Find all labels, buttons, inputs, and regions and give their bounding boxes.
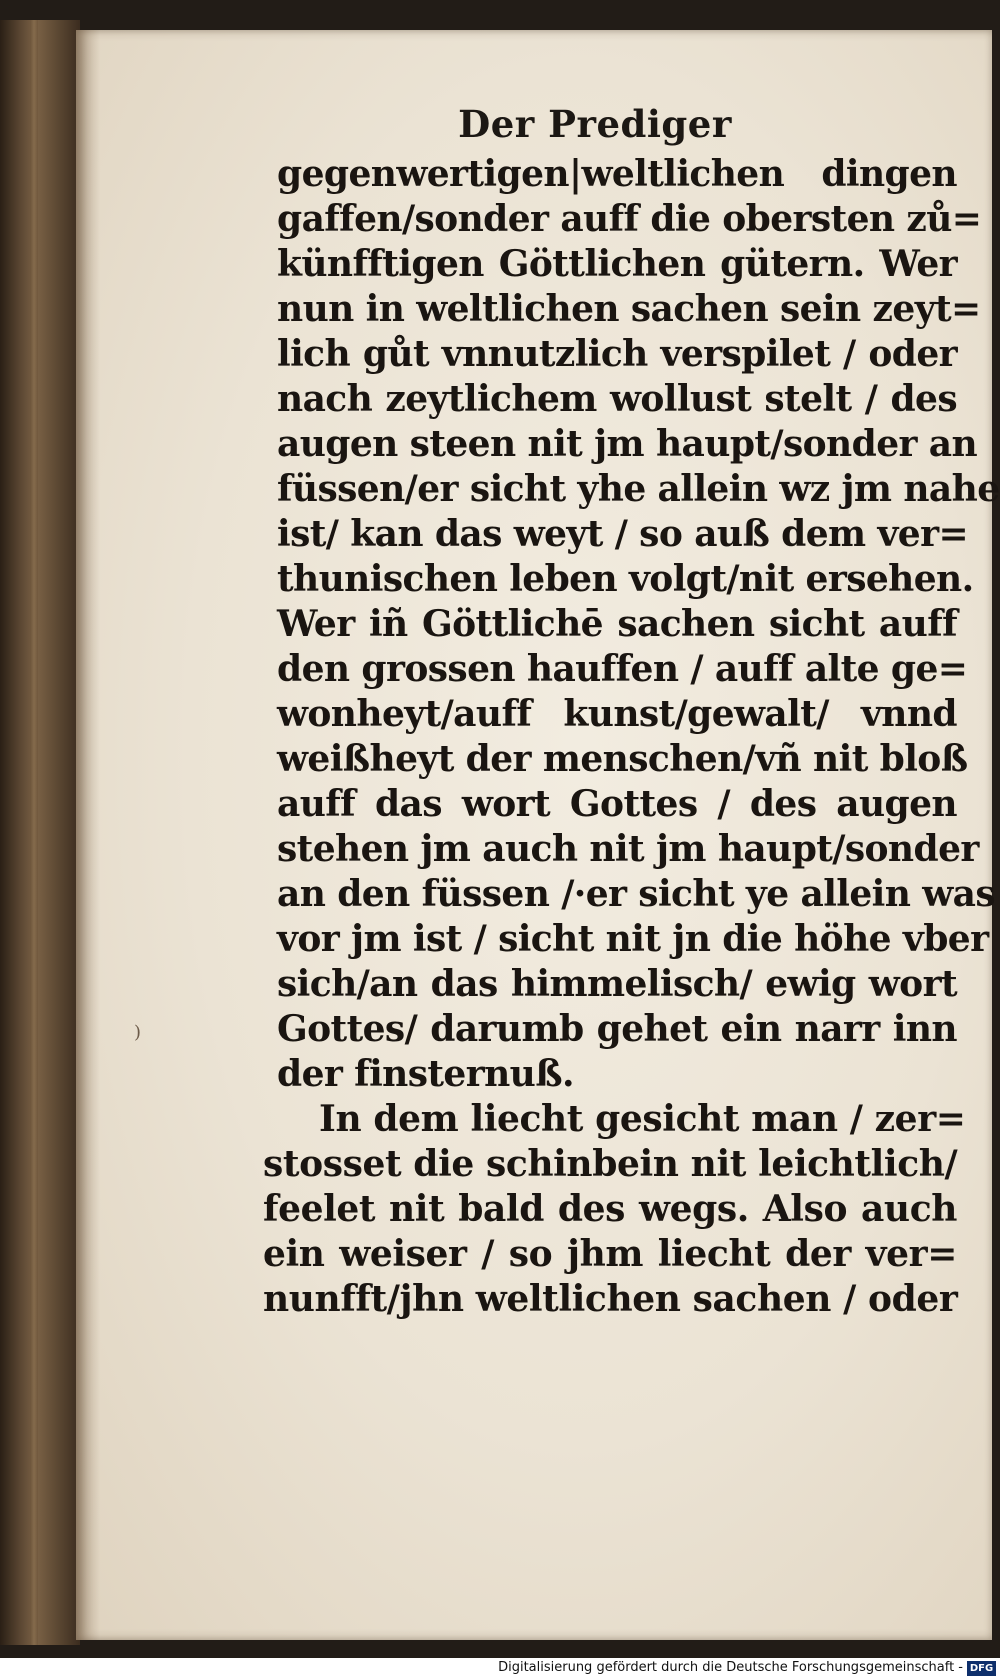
- text-line: ein weiser / so jhm liecht der ver=: [263, 1233, 957, 1275]
- text-line: Wer iñ Göttlichē sachen sicht auff: [277, 603, 957, 645]
- text-line: weißheyt der menschen/vñ nit bloß: [277, 738, 968, 780]
- book-binding-edge: [0, 20, 80, 1645]
- text-line: der finsternuß.: [277, 1053, 574, 1095]
- page-gutter-shadow: [76, 30, 100, 1640]
- text-line: ist/ kan das weyt / so auß dem ver=: [277, 513, 969, 555]
- digitization-footer: [0, 1658, 1000, 1679]
- text-line: sich/an das himmelisch/ ewig wort: [277, 963, 957, 1005]
- text-line: Gottes/ darumb gehet ein narr inn: [277, 1008, 957, 1050]
- text-line: stosset die schinbein nit leichtlich/: [263, 1143, 958, 1185]
- text-line: vor jm ist / sicht nit jn die höhe vber: [277, 918, 989, 960]
- footer-credit: Digitalisierung gefördert durch die Deutsche Forschungsgemeinschaft -: [498, 1660, 963, 1675]
- text-line: auff das wort Gottes / des augen: [277, 783, 957, 825]
- text-block: [263, 152, 1000, 1322]
- binding-band: [30, 20, 38, 1645]
- text-line: stehen jm auch nit jm haupt/sonder: [277, 828, 979, 870]
- text-line: In dem liecht gesicht man / zer=: [319, 1098, 966, 1140]
- margin-mark: ): [134, 1022, 142, 1043]
- text-line: augen steen nit jm haupt/sonder an: [277, 423, 978, 465]
- running-head: Der Prediger: [458, 102, 732, 146]
- text-line: nach zeytlichem wollust stelt / des: [277, 378, 957, 420]
- text-line: gegenwertigen|weltlichen dingen: [277, 153, 957, 195]
- text-line: feelet nit bald des wegs. Also auch: [263, 1188, 957, 1230]
- dfg-logo: DFG: [967, 1661, 996, 1676]
- text-line: nun in weltlichen sachen sein zeyt=: [277, 288, 981, 330]
- text-line: künfftigen Göttlichen gütern. Wer: [277, 243, 957, 285]
- text-line: füssen/er sicht yhe allein wz jm nahe: [277, 468, 1000, 510]
- text-line: wonheyt/auff kunst/gewalt/ vnnd: [277, 693, 957, 735]
- paragraph-2: [263, 1097, 966, 1322]
- text-line: nunfft/jhn weltlichen sachen / oder: [263, 1278, 958, 1320]
- paragraph-1: [277, 152, 1000, 1097]
- text-line: an den füssen /·er sicht ye allein was: [277, 873, 996, 915]
- text-line: lich gůt vnnutzlich verspilet / oder: [277, 333, 957, 375]
- text-line: den grossen hauffen / auff alte ge=: [277, 648, 968, 690]
- text-line: gaffen/sonder auff die obersten zů=: [277, 198, 982, 240]
- text-line: thunischen leben volgt/nit ersehen.: [277, 558, 974, 600]
